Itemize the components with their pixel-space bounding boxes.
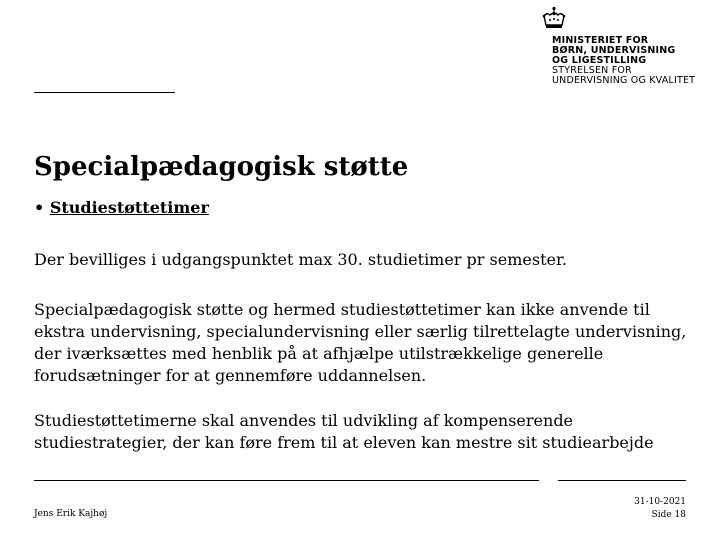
paragraph-line: ekstra undervisning, specialundervisning eller særlig tilrettelagte undervisning,	[34, 322, 687, 341]
slide-title: Specialpædagogisk støtte	[34, 152, 409, 182]
footer-rule-right	[558, 480, 686, 481]
footer-author: Jens Erik Kajhøj	[34, 509, 108, 519]
ministry-logo	[540, 6, 715, 86]
ministry-name-line-2: BØRN, UNDERVISNING	[552, 45, 676, 56]
crown-icon	[540, 6, 568, 32]
paragraph-line: studiestrategier, der kan føre frem til at eleven kan mestre sit studiearbejde	[34, 433, 654, 452]
bullet-marker: •	[34, 198, 45, 217]
footer-date: 31-10-2021	[634, 497, 686, 507]
paragraph-1	[34, 249, 694, 271]
header-rule	[34, 92, 175, 93]
bullet-text: Studiestøttetimer	[49, 198, 209, 217]
footer-meta	[634, 496, 686, 522]
paragraph-line: Der bevilliges i udgangspunktet max 30. studietimer pr semester.	[34, 250, 567, 269]
ministry-name-line-1: MINISTERIET FOR	[552, 35, 649, 46]
bullet-item	[34, 198, 209, 217]
paragraph-line: der iværksættes med henblik på at afhjælpe utilstrækkelige generelle	[34, 344, 604, 363]
agency-name-line-1: STYRELSEN FOR	[552, 65, 632, 76]
paragraph-2	[34, 299, 694, 387]
paragraph-line: Studiestøttetimerne skal anvendes til udvikling af kompenserende	[34, 411, 574, 430]
footer-page-number: Side 18	[651, 510, 686, 520]
footer-rule-left	[34, 480, 539, 481]
agency-name-line-2: UNDERVISNING OG KVALITET	[552, 75, 696, 86]
ministry-name-line-3: OG LIGESTILLING	[552, 55, 647, 66]
paragraph-3	[34, 410, 694, 454]
paragraph-line: Specialpædagogisk støtte og hermed studiestøttetimer kan ikke anvende til	[34, 300, 650, 319]
paragraph-line: forudsætninger for at gennemføre uddannelsen.	[34, 366, 427, 385]
